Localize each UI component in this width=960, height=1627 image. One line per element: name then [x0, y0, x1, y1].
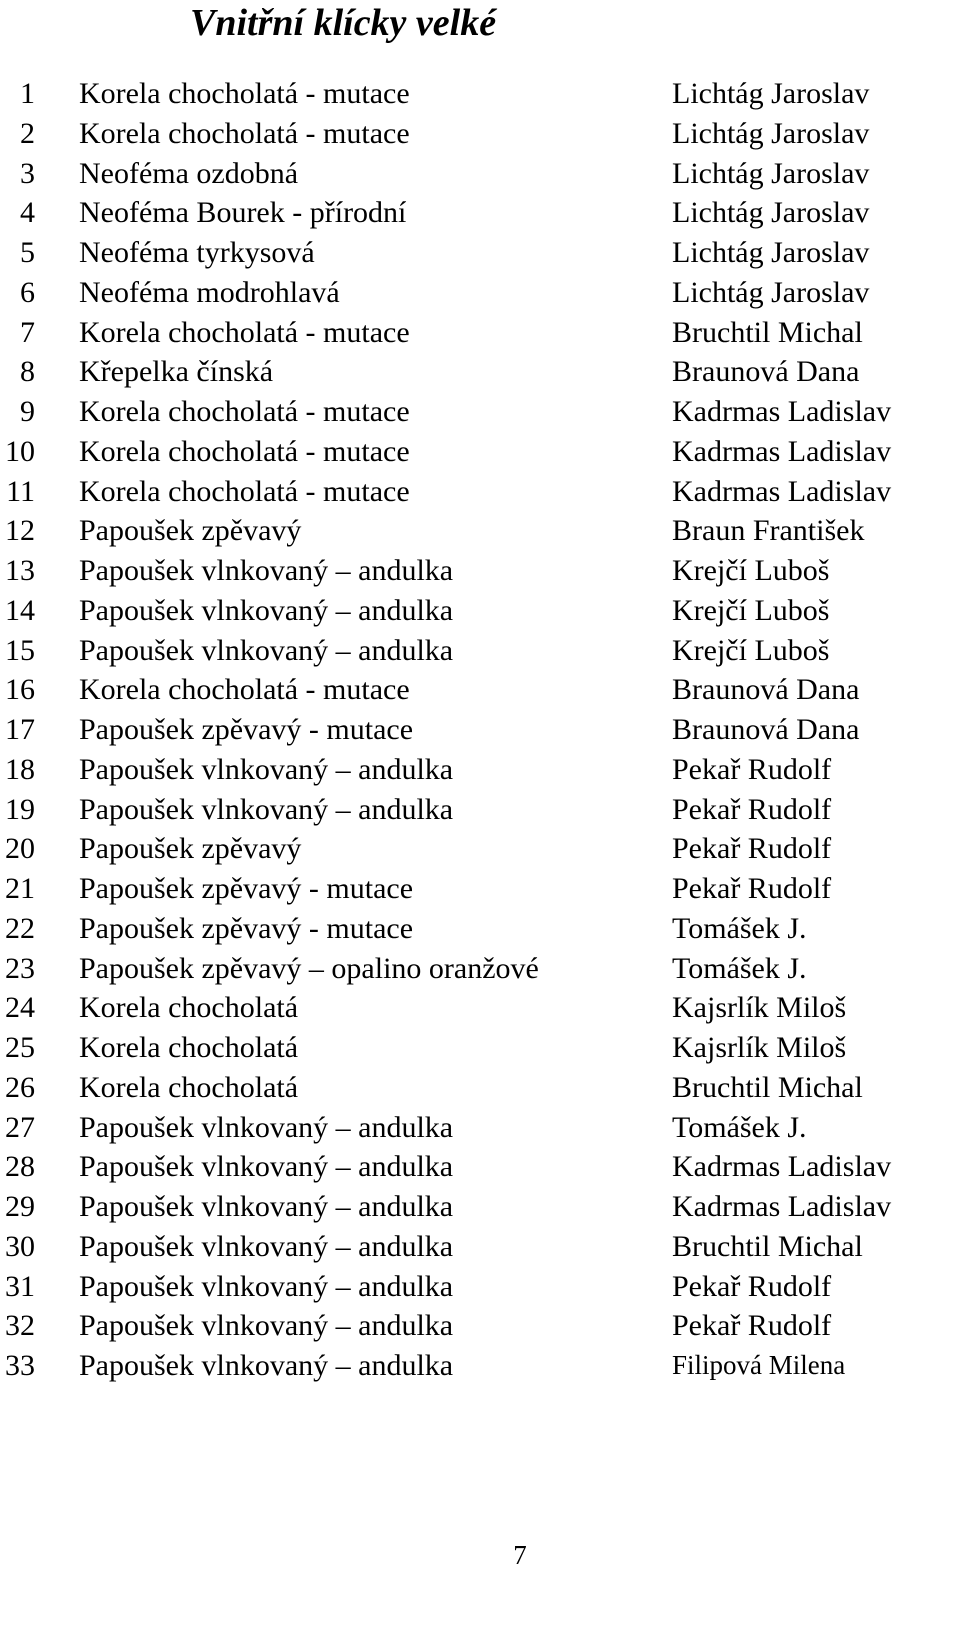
- entry-number: 32: [5, 1309, 35, 1343]
- bird-species: Korela chocholatá - mutace: [79, 77, 410, 110]
- entry-number: 6: [20, 275, 35, 309]
- bird-species: Papoušek vlnkovaný – andulka: [79, 792, 454, 826]
- bird-species: Papoušek vlnkovaný – andulka: [79, 1150, 454, 1184]
- bird-species: Papoušek zpěvavý - mutace: [79, 872, 414, 905]
- list-item: [0, 710, 960, 750]
- entry-number: 5: [20, 236, 35, 269]
- owner-name: Lichtág Jaroslav: [672, 156, 870, 190]
- owner-name: Pekař Rudolf: [672, 832, 832, 866]
- list-item: [0, 74, 960, 114]
- owner-name: Krejčí Luboš: [672, 633, 830, 667]
- list-item: [0, 392, 960, 432]
- owner-name: Lichtág Jaroslav: [672, 77, 870, 110]
- list-item: [0, 869, 960, 909]
- list-item: [0, 273, 960, 313]
- list-item: [0, 909, 960, 949]
- entry-number: 19: [5, 792, 35, 826]
- entry-number: 15: [5, 633, 35, 667]
- bird-species: Korela chocholatá: [79, 1031, 299, 1064]
- list-item: [0, 829, 960, 869]
- bird-species: Papoušek zpěvavý: [79, 514, 302, 548]
- owner-name: Lichtág Jaroslav: [672, 236, 870, 269]
- owner-name: Kadrmas Ladislav: [672, 1150, 892, 1184]
- list-item: [0, 1227, 960, 1267]
- bird-species: Papoušek zpěvavý – opalino oranžové: [79, 951, 539, 985]
- list-item: [0, 1306, 960, 1346]
- list-item: [0, 670, 960, 710]
- list-item: [0, 313, 960, 353]
- owner-name: Kajsrlík Miloš: [672, 1031, 847, 1064]
- list-item: [0, 631, 960, 671]
- bird-species: Korela chocholatá: [79, 1070, 299, 1104]
- list-item: [0, 1068, 960, 1108]
- entry-number: 31: [5, 1269, 35, 1303]
- list-item: [0, 511, 960, 551]
- entry-number: 20: [5, 832, 35, 866]
- entry-number: 12: [5, 514, 35, 548]
- owner-name: Pekař Rudolf: [672, 1309, 832, 1343]
- bird-species: Korela chocholatá - mutace: [79, 395, 410, 428]
- entry-number: 21: [5, 872, 35, 905]
- entry-number: 27: [5, 1110, 35, 1144]
- list-item: [0, 472, 960, 512]
- owner-name: Kadrmas Ladislav: [672, 1190, 892, 1223]
- bird-species: Korela chocholatá - mutace: [79, 434, 410, 468]
- list-item: [0, 551, 960, 591]
- entry-number: 8: [20, 355, 35, 389]
- bird-species: Papoušek zpěvavý: [79, 832, 302, 866]
- list-item: [0, 1346, 960, 1386]
- bird-species: Papoušek vlnkovaný – andulka: [79, 554, 454, 587]
- bird-species: Korela chocholatá - mutace: [79, 315, 410, 349]
- entry-number: 13: [5, 554, 35, 587]
- bird-species: Papoušek vlnkovaný – andulka: [79, 1110, 454, 1144]
- list-item: [0, 988, 960, 1028]
- bird-species: Papoušek zpěvavý - mutace: [79, 713, 414, 746]
- entry-number: 9: [20, 395, 35, 428]
- bird-species: Neoféma ozdobná: [79, 156, 299, 190]
- owner-name: Kajsrlík Miloš: [672, 991, 847, 1025]
- bird-species: Papoušek zpěvavý - mutace: [79, 911, 414, 945]
- bird-species: Korela chocholatá - mutace: [79, 116, 410, 150]
- owner-name: Lichtág Jaroslav: [672, 116, 870, 150]
- page-number: 7: [513, 1540, 527, 1570]
- entry-number: 22: [5, 911, 35, 945]
- list-item: [0, 154, 960, 194]
- owner-name: Krejčí Luboš: [672, 593, 830, 627]
- bird-species: Neoféma tyrkysová: [79, 236, 315, 269]
- owner-name: Braunová Dana: [672, 355, 860, 389]
- list-item: [0, 352, 960, 392]
- list-item: [0, 114, 960, 154]
- bird-species: Neoféma modrohlavá: [79, 275, 340, 309]
- list-item: [0, 790, 960, 830]
- owner-name: Krejčí Luboš: [672, 554, 830, 587]
- bird-species: Křepelka čínská: [79, 355, 274, 389]
- entry-number: 1: [20, 77, 35, 110]
- owner-name: Braunová Dana: [672, 713, 860, 746]
- owner-name: Lichtág Jaroslav: [672, 196, 870, 230]
- entry-number: 33: [5, 1349, 35, 1382]
- owner-name: Braun František: [672, 514, 865, 548]
- bird-species: Papoušek vlnkovaný – andulka: [79, 752, 454, 786]
- owner-name: Pekař Rudolf: [672, 752, 832, 786]
- entry-number: 28: [5, 1150, 35, 1184]
- bird-species: Papoušek vlnkovaný – andulka: [79, 1349, 454, 1382]
- bird-species: Papoušek vlnkovaný – andulka: [79, 1229, 454, 1263]
- bird-species: Papoušek vlnkovaný – andulka: [79, 1269, 454, 1303]
- entry-number: 4: [20, 196, 35, 230]
- owner-name: Filipová Milena: [672, 1350, 846, 1380]
- bird-species: Papoušek vlnkovaný – andulka: [79, 633, 454, 667]
- entry-number: 14: [5, 593, 35, 627]
- bird-species: Korela chocholatá - mutace: [79, 474, 410, 508]
- entry-list: [0, 74, 960, 1386]
- entry-number: 24: [5, 991, 35, 1025]
- bird-species: Korela chocholatá - mutace: [79, 673, 410, 707]
- entry-number: 3: [20, 156, 35, 190]
- owner-name: Kadrmas Ladislav: [672, 434, 892, 468]
- bird-species: Papoušek vlnkovaný – andulka: [79, 593, 454, 627]
- list-item: [0, 591, 960, 631]
- list-item: [0, 193, 960, 233]
- list-item: [0, 233, 960, 273]
- owner-name: Bruchtil Michal: [672, 1229, 863, 1263]
- list-item: [0, 1187, 960, 1227]
- entry-number: 30: [5, 1229, 35, 1263]
- owner-name: Bruchtil Michal: [672, 1070, 863, 1104]
- list-item: [0, 1147, 960, 1187]
- owner-name: Tomášek J.: [672, 1110, 807, 1144]
- owner-name: Pekař Rudolf: [672, 872, 832, 905]
- entry-number: 18: [5, 752, 35, 786]
- owner-name: Braunová Dana: [672, 673, 860, 707]
- owner-name: Tomášek J.: [672, 911, 807, 945]
- entry-number: 25: [5, 1031, 35, 1064]
- list-item: [0, 949, 960, 989]
- page-title: Vnitřní klícky velké: [190, 2, 497, 44]
- entry-number: 16: [5, 673, 35, 707]
- entry-number: 26: [5, 1070, 35, 1104]
- entry-number: 29: [5, 1190, 35, 1223]
- entry-number: 17: [5, 713, 35, 746]
- owner-name: Lichtág Jaroslav: [672, 275, 870, 309]
- list-item: [0, 750, 960, 790]
- bird-species: Papoušek vlnkovaný – andulka: [79, 1309, 454, 1343]
- bird-species: Neoféma Bourek - přírodní: [79, 196, 407, 230]
- entry-number: 2: [20, 116, 35, 150]
- entry-number: 23: [5, 951, 35, 985]
- owner-name: Bruchtil Michal: [672, 315, 863, 349]
- owner-name: Kadrmas Ladislav: [672, 395, 892, 428]
- owner-name: Pekař Rudolf: [672, 1269, 832, 1303]
- entry-number: 10: [5, 434, 35, 468]
- owner-name: Pekař Rudolf: [672, 792, 832, 826]
- list-item: [0, 1267, 960, 1307]
- list-item: [0, 1028, 960, 1068]
- entry-number: 7: [20, 315, 35, 349]
- list-item: [0, 1108, 960, 1148]
- owner-name: Tomášek J.: [672, 951, 807, 985]
- owner-name: Kadrmas Ladislav: [672, 474, 892, 508]
- list-item: [0, 432, 960, 472]
- bird-species: Papoušek vlnkovaný – andulka: [79, 1190, 454, 1223]
- bird-species: Korela chocholatá: [79, 991, 299, 1025]
- entry-number: 11: [6, 474, 35, 508]
